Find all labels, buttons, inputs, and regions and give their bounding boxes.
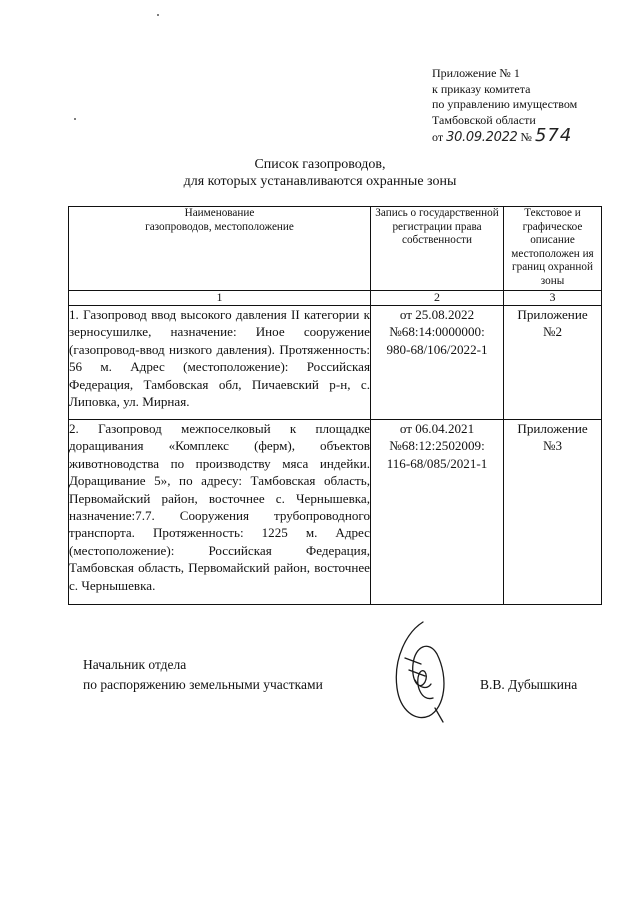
pipeline-description: 1. Газопровод ввод высокого давления II категории к зерносушилке, назначение: Иное сооружение (газопровод-ввод низкого давления). Протяженность: 56 м. Адрес (местоположение): Российская Федерация, Тамбовская обл, Пичаевский р-н, с. Липовка, ул. Мирная. [69, 306, 371, 420]
handwritten-signature [385, 618, 455, 728]
order-date-line [432, 125, 577, 146]
number-prefix: № [520, 130, 532, 144]
header-name-location: Наименование газопроводов, местоположение [69, 207, 371, 291]
appendix-header-line: к приказу комитета [432, 81, 531, 96]
appendix-header-line: Тамбовской области [432, 112, 536, 127]
column-number: 1 [69, 291, 371, 306]
scan-speck [74, 118, 76, 120]
column-number: 3 [504, 291, 602, 306]
handwritten-order-number: 574 [534, 125, 573, 146]
appendix-header-line: Приложение № 1 [432, 66, 520, 80]
appendix-header [432, 66, 577, 146]
pipelines-table [68, 206, 602, 605]
header-registration: Запись о государственной регистрации права собственности [371, 207, 504, 291]
registration-record: от 25.08.2022 №68:14:0000000: 980-68/106/2022-1 [371, 306, 504, 420]
table-header-row [69, 207, 602, 291]
signer-name: В.В. Дубышкина [480, 677, 578, 692]
handwritten-date: 30.09.2022 [446, 130, 518, 145]
table-row [69, 420, 602, 605]
appendix-reference: Приложение №2 [504, 306, 602, 420]
document-title [0, 156, 640, 190]
title-line: для которых устанавливаются охранные зоны [183, 174, 457, 189]
title-line: Список газопроводов, [254, 157, 386, 172]
column-number-row [69, 291, 602, 306]
signer-position-line: Начальник отдела [83, 657, 187, 672]
scan-speck [157, 14, 159, 16]
date-prefix: от [432, 130, 444, 144]
signer-position-line: по распоряжению земельными участками [83, 677, 323, 692]
signer-position [83, 655, 323, 695]
column-number: 2 [371, 291, 504, 306]
table-row [69, 306, 602, 420]
header-description: Текстовое и графическое описание местоположен ия границ охранной зоны [504, 207, 602, 291]
appendix-header-line: по управлению имуществом [432, 97, 578, 111]
appendix-reference: Приложение №3 [504, 420, 602, 605]
pipeline-description: 2. Газопровод межпоселковый к площадке доращивания «Комплекс (ферм), объектов животноводства по производству мяса индейки. Доращивание 5», по адресу: Тамбовская область, Первомайский район, восточнее с. Чернышевка, назначение:7.7. Сооружения трубопроводного транспорта. Протяженность: 1225 м. Адрес (местоположение): Российская Федерация, Тамбовская область, Первомайский район, восточнее с. Чернышевка. [69, 420, 371, 605]
registration-record: от 06.04.2021 №68:12:2502009: 116-68/085/2021-1 [371, 420, 504, 605]
